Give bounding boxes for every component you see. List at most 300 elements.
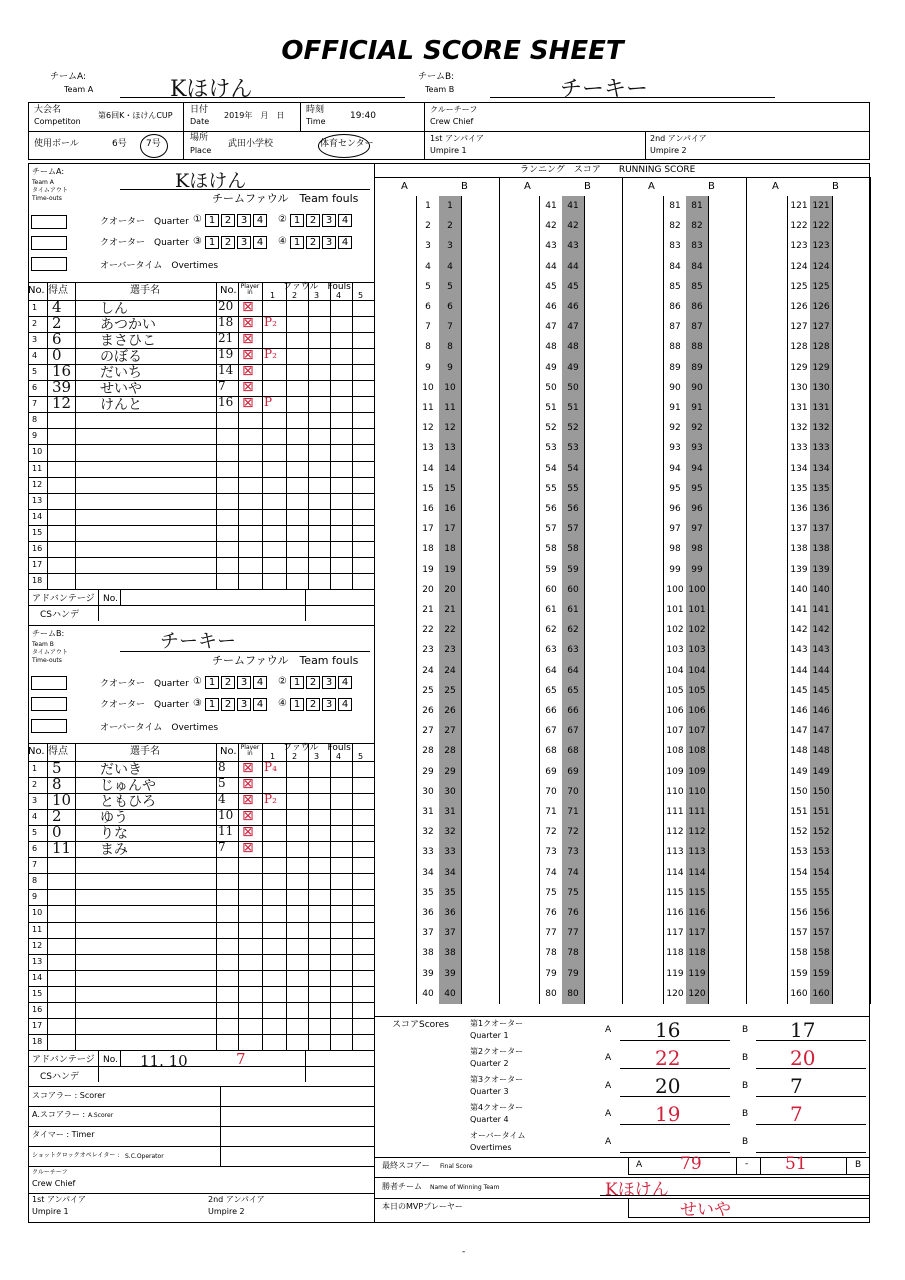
grid-line <box>28 300 374 301</box>
rs-num-b: 47 <box>567 322 579 333</box>
player-row-no: 17 <box>32 1020 43 1030</box>
rs-num-a: 117 <box>666 928 684 939</box>
rs-num-b: 148 <box>812 746 830 757</box>
place-extra-circle <box>318 134 370 158</box>
rs-num-a: 7 <box>425 322 431 333</box>
player-number: 18 <box>218 315 234 330</box>
time-label-en: Time <box>306 117 326 126</box>
rs-num-b: 103 <box>688 645 706 656</box>
q2-circle-label: ② <box>278 676 287 687</box>
team-b-fouls-label: チームファウル Team fouls <box>212 654 359 667</box>
player-number: 10 <box>218 808 234 823</box>
rs-num-a: 116 <box>666 908 684 918</box>
rs-num-a: 84 <box>669 261 681 272</box>
rs-num-b: 108 <box>688 746 706 757</box>
team-a-label: チームA: <box>50 72 87 82</box>
rs-num-b: 132 <box>812 423 830 434</box>
player-row-no: 18 <box>32 1036 43 1046</box>
q3-foul-box-2: 2 <box>221 698 235 711</box>
q1-foul-box-3: 3 <box>237 214 251 227</box>
player-row-no: 18 <box>32 575 43 585</box>
rs-num-a: 120 <box>666 988 684 999</box>
rs-num-b: 96 <box>691 504 703 514</box>
rs-num-b: 22 <box>444 625 456 636</box>
competition-label-en: Competiton <box>34 117 81 126</box>
rs-num-a: 31 <box>422 807 434 817</box>
grid-line <box>28 557 374 558</box>
quarter-score-a: 20 <box>655 1074 681 1098</box>
rs-num-b: 27 <box>444 726 456 737</box>
player-points: 5 <box>52 759 62 777</box>
rs-col-a: A <box>772 181 779 192</box>
rs-num-a: 42 <box>545 221 557 232</box>
rs-num-b: 83 <box>691 241 703 252</box>
rs-num-b: 78 <box>567 948 579 959</box>
rs-num-a: 97 <box>669 524 681 535</box>
rs-num-a: 44 <box>545 261 557 272</box>
rs-num-a: 12 <box>422 423 434 434</box>
rs-num-b: 126 <box>812 302 830 312</box>
rs-num-b: 21 <box>444 605 456 615</box>
rs-num-a: 154 <box>790 867 808 878</box>
player-row-no: 7 <box>32 399 38 409</box>
rs-num-a: 18 <box>422 544 434 555</box>
rs-num-b: 11 <box>444 403 456 413</box>
team-b-timeouts-label-en: Time-outs <box>32 657 62 664</box>
rs-num-a: 20 <box>422 584 434 595</box>
rs-num-b: 23 <box>444 645 456 656</box>
rs-num-a: 65 <box>545 685 557 696</box>
rs-num-a: 29 <box>422 766 434 777</box>
rs-num-a: 51 <box>545 403 557 413</box>
rs-num-b: 70 <box>567 786 579 797</box>
rs-num-a: 62 <box>545 625 557 636</box>
q3-foul-box-3: 3 <box>237 236 251 249</box>
rs-num-a: 130 <box>790 382 808 393</box>
rs-num-b: 158 <box>812 948 830 959</box>
player-row-no: 8 <box>32 415 38 425</box>
date-label-en: Date <box>190 117 210 126</box>
rs-num-a: 133 <box>790 443 808 454</box>
grid-line <box>28 938 374 939</box>
place-value: 武田小学校 <box>228 139 274 149</box>
grid-line <box>28 1034 374 1035</box>
grid-line <box>120 589 121 605</box>
rs-num-b: 84 <box>691 261 703 272</box>
team-b-timeouts-label: タイムアウト <box>32 649 68 656</box>
rs-num-a: 14 <box>422 463 434 474</box>
sc-operator-label-en: S.C.Operator <box>125 1153 164 1160</box>
quarter-b-letter: B <box>742 1137 749 1147</box>
q1-foul-box-1: 1 <box>205 214 219 227</box>
grid-line <box>663 196 664 1004</box>
rs-num-a: 8 <box>425 342 431 353</box>
date-label: 日付 <box>190 105 209 115</box>
team-b-sec-label-en: Team B <box>32 641 54 648</box>
grid-line <box>28 777 374 778</box>
player-row-no: 10 <box>32 908 43 918</box>
grid-line <box>28 461 374 462</box>
rs-num-b: 50 <box>567 382 579 393</box>
rs-num-b: 15 <box>444 483 456 494</box>
rs-num-a: 79 <box>545 968 557 979</box>
rs-num-b: 95 <box>691 483 703 494</box>
player-row-no: 3 <box>32 335 38 345</box>
grid-line <box>47 743 48 1050</box>
competition-value: 第6回K・ほけんCUP <box>98 111 173 120</box>
grid-line <box>28 1002 374 1003</box>
grid-line <box>28 573 374 574</box>
quarter-a-letter: A <box>605 1025 612 1035</box>
player-in-mark: ⊠ <box>242 792 254 809</box>
rs-num-a: 93 <box>669 443 681 454</box>
quarter-label: オーバータイム <box>470 1131 526 1140</box>
rs-num-a: 139 <box>790 564 808 575</box>
final-score-label: 最終スコアー <box>382 1161 430 1170</box>
rs-num-b: 113 <box>688 847 706 858</box>
team-a-timeout-box-1 <box>31 215 67 229</box>
winner-label-en: Name of Winning Team <box>430 1184 500 1191</box>
grid-line <box>28 444 374 445</box>
rs-num-b: 13 <box>444 443 456 454</box>
grid-line <box>28 873 374 874</box>
rs-num-a: 108 <box>666 746 684 757</box>
rs-num-b: 53 <box>567 443 579 454</box>
final-score-label-en: Final Score <box>440 1163 473 1170</box>
rs-num-b: 10 <box>444 382 456 393</box>
q1-circle-label: ① <box>193 214 202 225</box>
rs-num-b: 66 <box>567 706 579 716</box>
rs-num-a: 151 <box>790 807 808 817</box>
rs-num-b: 55 <box>567 483 579 494</box>
player-number: 7 <box>218 840 226 855</box>
player-in-mark: ⊠ <box>242 299 254 315</box>
rs-num-b: 102 <box>688 625 706 636</box>
q1-foul-box-3: 3 <box>237 676 251 689</box>
rs-num-b: 65 <box>567 685 579 696</box>
rs-shade <box>810 196 832 1004</box>
grid-line <box>305 1050 306 1082</box>
rs-num-b: 3 <box>447 241 453 252</box>
rs-num-a: 66 <box>545 706 557 716</box>
grid-line <box>352 743 353 1050</box>
header-foul-3: 3 <box>314 291 320 300</box>
rs-num-a: 55 <box>545 483 557 494</box>
rs-num-a: 127 <box>790 322 808 333</box>
grid-line <box>238 743 239 1050</box>
header-foul-5: 5 <box>358 752 364 761</box>
grid-line <box>28 1018 374 1019</box>
player-row-no: 13 <box>32 495 43 505</box>
rs-col-b: B <box>461 181 468 192</box>
rs-num-a: 153 <box>790 847 808 858</box>
grid-line <box>28 428 374 429</box>
team-b-quarter-label-1: クオーター Quarter <box>100 679 189 689</box>
rs-num-b: 39 <box>444 968 456 979</box>
player-row-no: 4 <box>32 812 38 822</box>
rs-num-a: 57 <box>545 524 557 535</box>
rs-num-a: 26 <box>422 706 434 716</box>
rs-num-a: 40 <box>422 988 434 999</box>
q3-circle-label: ③ <box>193 236 202 247</box>
player-foul-mark: P₂ <box>264 347 277 362</box>
rs-num-a: 17 <box>422 524 434 535</box>
rs-num-b: 86 <box>691 302 703 312</box>
grid-line <box>28 412 374 413</box>
quarter-a-letter: A <box>605 1109 612 1119</box>
grid-line <box>28 493 374 494</box>
rs-num-b: 138 <box>812 544 830 555</box>
rs-num-b: 155 <box>812 887 830 898</box>
rs-num-a: 23 <box>422 645 434 656</box>
header-foul-5: 5 <box>358 291 364 300</box>
mvp-name: せいや <box>680 1200 731 1220</box>
rs-num-b: 46 <box>567 302 579 312</box>
rs-col-a: A <box>648 181 655 192</box>
rs-num-b: 125 <box>812 281 830 292</box>
grid-line <box>98 589 99 621</box>
grid-line <box>352 282 353 589</box>
rs-num-a: 32 <box>422 827 434 838</box>
rs-num-b: 6 <box>447 302 453 312</box>
scorer-label: スコアラー : Scorer <box>32 1091 106 1100</box>
rs-num-b: 80 <box>567 988 579 999</box>
rs-num-b: 136 <box>812 504 830 514</box>
player-row-no: 6 <box>32 383 38 393</box>
header-foul-3: 3 <box>314 752 320 761</box>
quarter-score-b: 7 <box>790 1074 803 1098</box>
place-label-en: Place <box>190 146 212 155</box>
sheet-title: OFFICIAL SCORE SHEET <box>281 36 624 66</box>
grid-line <box>75 282 76 589</box>
player-row-no: 16 <box>32 543 43 553</box>
rs-num-a: 89 <box>669 362 681 373</box>
rs-num-b: 159 <box>812 968 830 979</box>
rs-num-b: 38 <box>444 948 456 959</box>
grid-line <box>870 177 871 1004</box>
final-score-a: 79 <box>680 1154 702 1174</box>
rs-shade <box>439 196 461 1004</box>
q2-foul-box-3: 3 <box>322 676 336 689</box>
rs-num-a: 15 <box>422 483 434 494</box>
grid-line <box>28 477 374 478</box>
ball-7-circle <box>140 134 168 158</box>
rs-num-b: 57 <box>567 524 579 535</box>
player-row-no: 12 <box>32 479 43 489</box>
team-a-quarter-label-1: クオーター Quarter <box>100 217 189 227</box>
grid-line <box>28 841 374 842</box>
rs-num-b: 16 <box>444 504 456 514</box>
rs-num-b: 5 <box>447 281 453 292</box>
q2-foul-box-2: 2 <box>306 214 320 227</box>
header-no: No. <box>28 746 45 757</box>
rs-num-b: 90 <box>691 382 703 393</box>
rs-num-b: 146 <box>812 706 830 716</box>
team-b-timeout-box-2 <box>31 697 67 711</box>
player-row-no: 14 <box>32 511 43 521</box>
rs-num-a: 68 <box>545 746 557 757</box>
rs-num-b: 17 <box>444 524 456 535</box>
grid-line <box>28 525 374 526</box>
rs-num-b: 100 <box>688 584 706 595</box>
quarter-b-letter: B <box>742 1025 749 1035</box>
rs-num-a: 88 <box>669 342 681 353</box>
team-a-timeouts-label-en: Time-outs <box>32 195 62 202</box>
header-num: No. <box>220 285 237 296</box>
grid-line <box>746 177 747 1004</box>
team-b-sec-label: チームB: <box>32 629 65 638</box>
grid-line <box>262 743 263 1050</box>
rs-num-b: 98 <box>691 544 703 555</box>
player-points: 2 <box>52 314 62 333</box>
grid-line <box>28 509 374 510</box>
grid-line <box>416 196 417 1004</box>
rs-num-b: 1 <box>447 201 453 211</box>
team-b-cs-hande: CSハンデ <box>40 1072 79 1082</box>
q1-circle-label: ① <box>193 676 202 687</box>
player-points: 39 <box>52 378 72 397</box>
rs-num-a: 111 <box>666 807 684 817</box>
rs-num-b: 106 <box>688 706 706 716</box>
rs-num-a: 39 <box>422 968 434 979</box>
rs-num-b: 134 <box>812 463 830 474</box>
rs-num-a: 96 <box>669 504 681 514</box>
rs-num-a: 3 <box>425 241 431 252</box>
quarter-label-en: Quarter 2 <box>470 1059 509 1068</box>
rs-num-b: 79 <box>567 968 579 979</box>
rs-num-b: 152 <box>812 827 830 838</box>
time-label: 時刻 <box>306 105 325 115</box>
player-name: りな <box>100 826 128 843</box>
rs-num-b: 71 <box>567 807 579 817</box>
q4-foul-box-4: 4 <box>338 236 352 249</box>
rs-num-a: 85 <box>669 281 681 292</box>
quarter-score-a: 16 <box>655 1018 681 1042</box>
rs-num-b: 81 <box>691 201 703 211</box>
rs-num-b: 75 <box>567 887 579 898</box>
rs-num-a: 35 <box>422 887 434 898</box>
date-value: 2019年 月 日 <box>224 111 285 120</box>
player-row-no: 6 <box>32 844 38 854</box>
quarter-score-b: 20 <box>790 1046 816 1070</box>
player-foul-mark: P₂ <box>264 315 277 330</box>
player-points: 4 <box>52 298 62 316</box>
competition-label: 大会名 <box>34 105 62 115</box>
final-b-letter: B <box>855 1160 862 1170</box>
rs-num-a: 141 <box>790 605 808 615</box>
rs-num-a: 48 <box>545 342 557 353</box>
rs-num-b: 14 <box>444 463 456 474</box>
q3-foul-box-3: 3 <box>237 698 251 711</box>
quarter-label: 第3クオーター <box>470 1075 524 1084</box>
q4-foul-box-1: 1 <box>290 698 304 711</box>
team-a-timeout-box-2 <box>31 236 67 250</box>
rs-num-b: 154 <box>812 867 830 878</box>
player-row-no: 11 <box>32 463 43 473</box>
player-row-no: 7 <box>32 860 38 870</box>
rs-num-b: 62 <box>567 625 579 636</box>
rs-num-a: 70 <box>545 786 557 797</box>
final-score-b: 51 <box>785 1154 807 1174</box>
rs-num-a: 110 <box>666 786 684 797</box>
rs-num-a: 56 <box>545 504 557 514</box>
rs-num-b: 117 <box>688 928 706 939</box>
header-player-in: Player in <box>240 283 260 297</box>
rs-num-a: 9 <box>425 362 431 373</box>
rs-num-a: 132 <box>790 423 808 434</box>
quarter-label: 第1クオーター <box>470 1019 524 1028</box>
rs-num-b: 67 <box>567 726 579 737</box>
grid-line <box>28 761 374 762</box>
grid-line <box>330 743 331 1050</box>
rs-num-b: 150 <box>812 786 830 797</box>
rs-num-a: 69 <box>545 766 557 777</box>
rs-num-b: 76 <box>567 908 579 918</box>
rs-num-b: 29 <box>444 766 456 777</box>
rs-num-a: 112 <box>666 827 684 838</box>
header-foul-4: 4 <box>336 291 342 300</box>
grid-line <box>28 1066 374 1067</box>
rs-num-b: 28 <box>444 746 456 757</box>
q4-foul-box-4: 4 <box>338 698 352 711</box>
rs-num-a: 76 <box>545 908 557 918</box>
rs-num-b: 74 <box>567 867 579 878</box>
rs-num-a: 145 <box>790 685 808 696</box>
rs-num-b: 149 <box>812 766 830 777</box>
rs-num-b: 151 <box>812 807 830 817</box>
umpire1-label-en: Umpire 1 <box>430 146 467 155</box>
rs-num-a: 47 <box>545 322 557 333</box>
rs-num-b: 63 <box>567 645 579 656</box>
team-a-advantage-label: アドバンテージ <box>32 594 95 604</box>
header-num: No. <box>220 746 237 757</box>
rs-num-a: 119 <box>666 968 684 979</box>
team-a-sec-name: Kほけん <box>175 170 247 192</box>
rs-num-a: 10 <box>422 382 434 393</box>
grid-line <box>75 743 76 1050</box>
rs-num-b: 52 <box>567 423 579 434</box>
q2-foul-box-3: 3 <box>322 214 336 227</box>
player-row-no: 5 <box>32 828 38 838</box>
q3-foul-box-4: 4 <box>253 236 267 249</box>
grid-line <box>28 825 374 826</box>
quarter-a-letter: A <box>605 1081 612 1091</box>
grid-line <box>216 282 217 589</box>
rs-num-b: 68 <box>567 746 579 757</box>
rs-num-a: 118 <box>666 948 684 959</box>
q2-circle-label: ② <box>278 214 287 225</box>
rs-num-b: 133 <box>812 443 830 454</box>
rs-num-b: 120 <box>688 988 706 999</box>
rs-num-a: 105 <box>666 685 684 696</box>
player-in-mark: ⊠ <box>242 331 254 348</box>
grid-line <box>305 589 306 621</box>
team-b-sec-name: チーキー <box>160 630 237 652</box>
header-player-in: Player in <box>240 744 260 758</box>
rs-num-b: 69 <box>567 766 579 777</box>
rs-num-a: 101 <box>666 605 684 615</box>
rs-num-a: 59 <box>545 564 557 575</box>
player-points: 11 <box>52 839 72 858</box>
player-number: 11 <box>218 824 234 839</box>
player-points: 0 <box>52 823 62 842</box>
grid-line <box>499 177 500 1004</box>
rs-num-a: 128 <box>790 342 808 353</box>
crew-chief-label-en: Crew Chief <box>430 117 474 126</box>
player-row-no: 2 <box>32 319 38 329</box>
rs-num-a: 11 <box>422 403 434 413</box>
player-row-no: 13 <box>32 956 43 966</box>
